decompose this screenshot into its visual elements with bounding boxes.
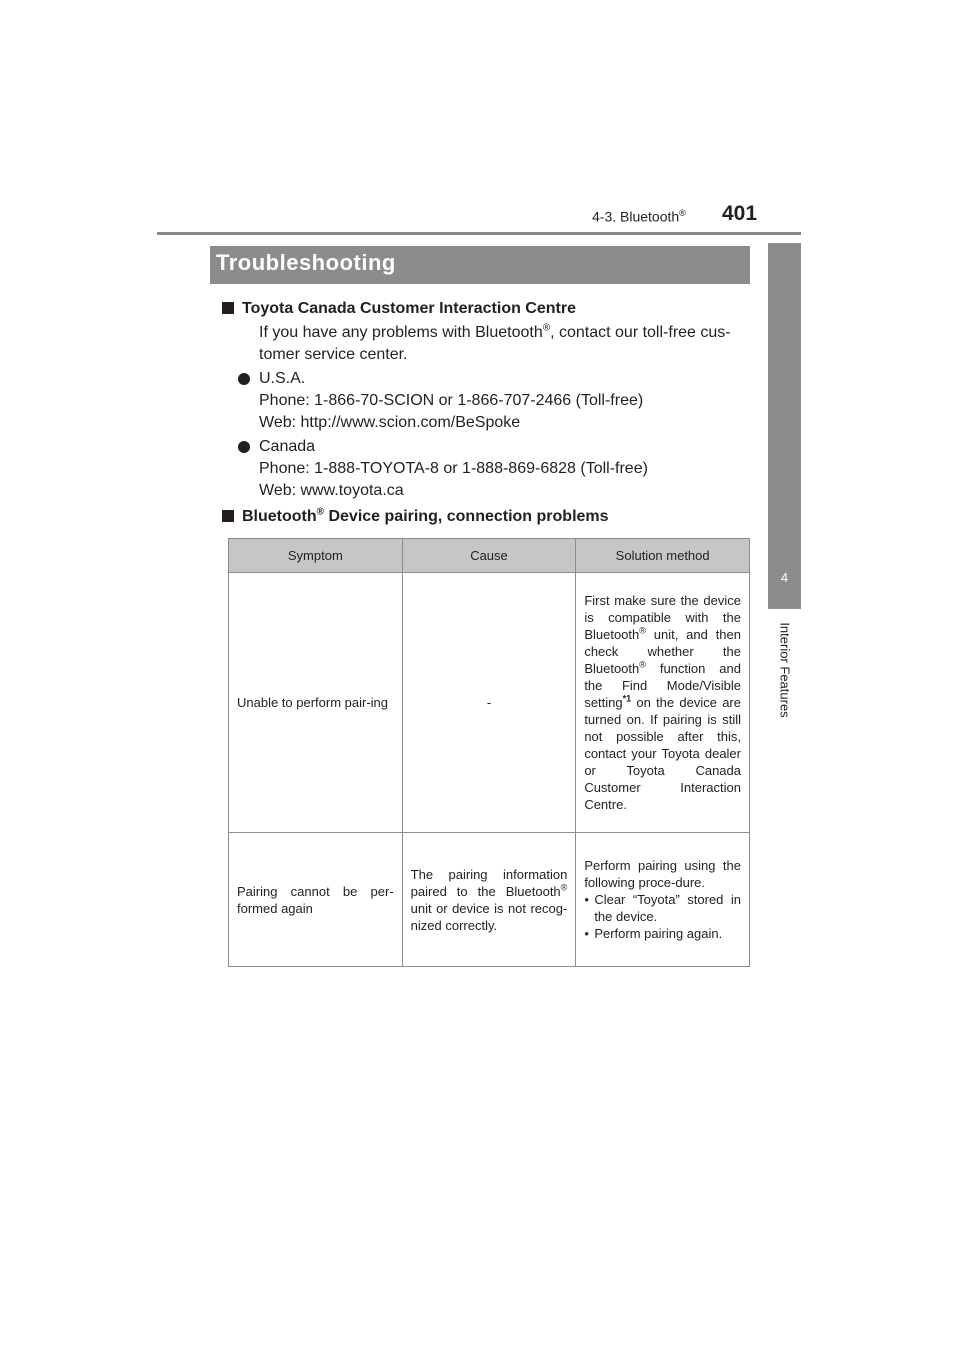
table-header-row [229,539,750,573]
solution-cell [576,833,750,967]
support-section [222,298,750,528]
canada-contact [222,436,750,502]
header-solution: Solution method [576,539,750,573]
solution-intro: Perform pairing using the following proce-dure. [584,858,741,890]
page-number: 401 [722,202,758,225]
round-bullet-icon [238,373,250,385]
chapter-label: Interior Features [777,622,793,718]
usa-phone: Phone: 1-866-70-SCION or 1-866-707-2466 (Toll-free) [259,392,644,409]
solution-cell: First make sure the device is compatible with the Bluetooth® unit, and then check whether the Bluetooth® function and the Find Mode/Visible setting$^{*1}$ on the device are turned on. If pairing is still not possible after this, contact your Toyota dealer or Toyota Canada Customer Interaction Centre. [576,573,750,833]
canada-web: Web: www.toyota.ca [259,482,404,499]
support-intro: If you have any problems with Bluetooth®, contact our toll-free cus- tomer service center. [259,322,731,363]
usa-contact [222,368,750,434]
pairing-heading: Bluetooth® Device pairing, connection problems [222,506,750,528]
round-bullet-icon [238,441,250,453]
cause-cell: - [402,573,576,833]
symptom-cell: Unable to perform pair-ing [229,573,403,833]
section-reference: 4-3. Bluetooth® [592,208,686,225]
chapter-number: 4 [780,570,789,585]
table-row [229,573,750,833]
support-heading: Toyota Canada Customer Interaction Centre [222,298,750,320]
header-cause: Cause [402,539,576,573]
usa-web: Web: http://www.scion.com/BeSpoke [259,414,521,431]
symptom-cell: Pairing cannot be per-formed again [229,833,403,967]
square-bullet-icon [222,302,234,314]
canada-title: Canada [259,438,316,455]
chapter-tab [768,243,801,609]
header-rule [157,232,801,235]
table-row [229,833,750,967]
canada-phone: Phone: 1-888-TOYOTA-8 or 1-888-869-6828 (Toll-free) [259,460,648,477]
solution-step: • Perform pairing again. [584,925,741,942]
troubleshooting-table [228,538,750,967]
cause-cell: The pairing information paired to the Bluetooth® unit or device is not recog-nized correctly. [402,833,576,967]
header-symptom: Symptom [229,539,403,573]
square-bullet-icon [222,510,234,522]
usa-title: U.S.A. [259,370,306,387]
section-title: Troubleshooting [216,250,396,275]
solution-step: • Clear “Toyota” stored in the device. [584,891,741,925]
